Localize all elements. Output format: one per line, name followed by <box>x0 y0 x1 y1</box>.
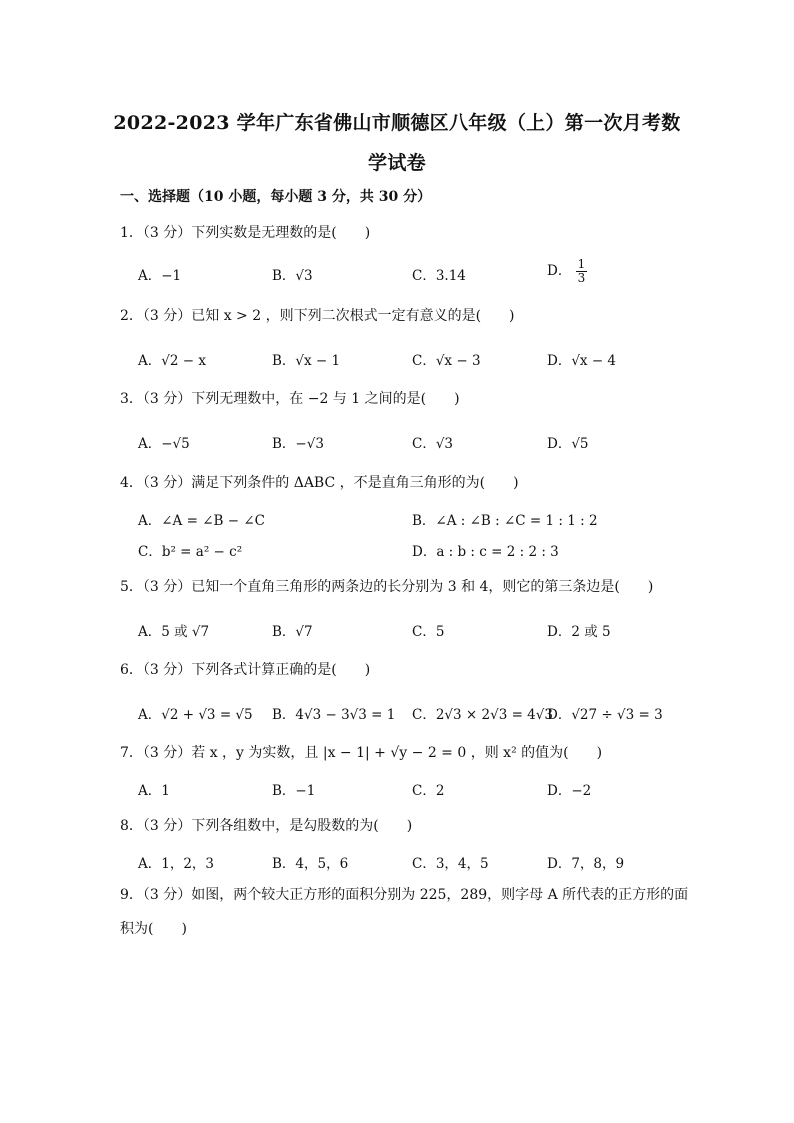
q6-option-d: D．√27 ÷ √3 = 3 <box>547 707 663 723</box>
q2-option-b: B．√x − 1 <box>272 353 341 369</box>
q7-option-b: B．−1 <box>272 783 316 799</box>
question-7-stem: 7．（3 分）若 x ，y 为实数，且 |x − 1| + √y − 2 = 0 ，则 x² 的值为( ) <box>120 745 603 761</box>
q6-option-b: B．4√3 − 3√3 = 1 <box>272 707 396 723</box>
exam-title-line1: 2022-2023 学年广东省佛山市顺德区八年级（上）第一次月考数 <box>113 112 681 134</box>
q6-option-c: C．2√3 × 2√3 = 4√3 <box>412 707 553 723</box>
q2-option-c: C．√x − 3 <box>412 353 481 369</box>
q7-option-a: A．1 <box>138 783 170 799</box>
q8-option-b: B．4，5，6 <box>272 856 349 872</box>
q1-option-c: C．3.14 <box>412 268 466 284</box>
q7-option-d: D．−2 <box>547 783 592 799</box>
section-heading: 一、选择题（10 小题，每小题 3 分，共 30 分） <box>120 189 432 205</box>
question-4-stem: 4．（3 分）满足下列条件的 ΔABC ，不是直角三角形的为( ) <box>120 475 519 491</box>
question-1-stem: 1．（3 分）下列实数是无理数的是( ) <box>120 225 371 241</box>
q5-option-d: D．2 或 5 <box>547 624 611 640</box>
q3-option-d: D．√5 <box>547 436 589 452</box>
q5-option-c: C．5 <box>412 624 445 640</box>
q3-option-a: A．−√5 <box>138 436 190 452</box>
question-9-stem-cont: 积为( ) <box>120 921 187 937</box>
fraction <box>576 258 588 285</box>
q1-option-d <box>547 258 587 285</box>
q1-option-b: B．√3 <box>272 268 313 284</box>
q3-option-c: C．√3 <box>412 436 454 452</box>
q2-option-a: A．√2 − x <box>138 353 206 369</box>
q1-option-d-label: D． <box>547 263 572 279</box>
q4-option-c: C．b² = a² − c² <box>138 544 243 560</box>
question-6-stem: 6．（3 分）下列各式计算正确的是( ) <box>120 662 371 678</box>
question-3-stem: 3．（3 分）下列无理数中，在 −2 与 1 之间的是( ) <box>120 391 460 407</box>
q4-option-a: A．∠A = ∠B − ∠C <box>138 513 265 529</box>
q6-option-a: A．√2 + √3 = √5 <box>138 707 253 723</box>
q8-option-a: A．1，2，3 <box>138 856 215 872</box>
question-5-stem: 5．（3 分）已知一个直角三角形的两条边的长分别为 3 和 4，则它的第三条边是( ) <box>120 579 654 595</box>
fraction-numerator: 1 <box>577 257 586 271</box>
q7-option-c: C．2 <box>412 783 445 799</box>
q5-option-b: B．√7 <box>272 624 313 640</box>
q1-option-a: A．−1 <box>138 268 182 284</box>
fraction-denominator: 3 <box>577 271 586 285</box>
q5-option-a: A．5 或 √7 <box>138 624 210 640</box>
q8-option-d: D．7，8，9 <box>547 856 625 872</box>
question-8-stem: 8．（3 分）下列各组数中，是勾股数的为( ) <box>120 818 413 834</box>
q2-option-d: D．√x − 4 <box>547 353 617 369</box>
q4-option-b: B．∠A : ∠B : ∠C = 1 : 1 : 2 <box>412 513 598 529</box>
q3-option-b: B．−√3 <box>272 436 324 452</box>
exam-title-line2: 学试卷 <box>368 152 426 174</box>
q8-option-c: C．3，4，5 <box>412 856 489 872</box>
question-2-stem: 2．（3 分）已知 x > 2 ，则下列二次根式一定有意义的是( ) <box>120 308 515 324</box>
question-9-stem: 9．（3 分）如图，两个较大正方形的面积分别为 225，289，则字母 A 所代表的正方形的面 <box>120 887 689 903</box>
q4-option-d: D．a : b : c = 2 : 2 : 3 <box>412 544 559 560</box>
